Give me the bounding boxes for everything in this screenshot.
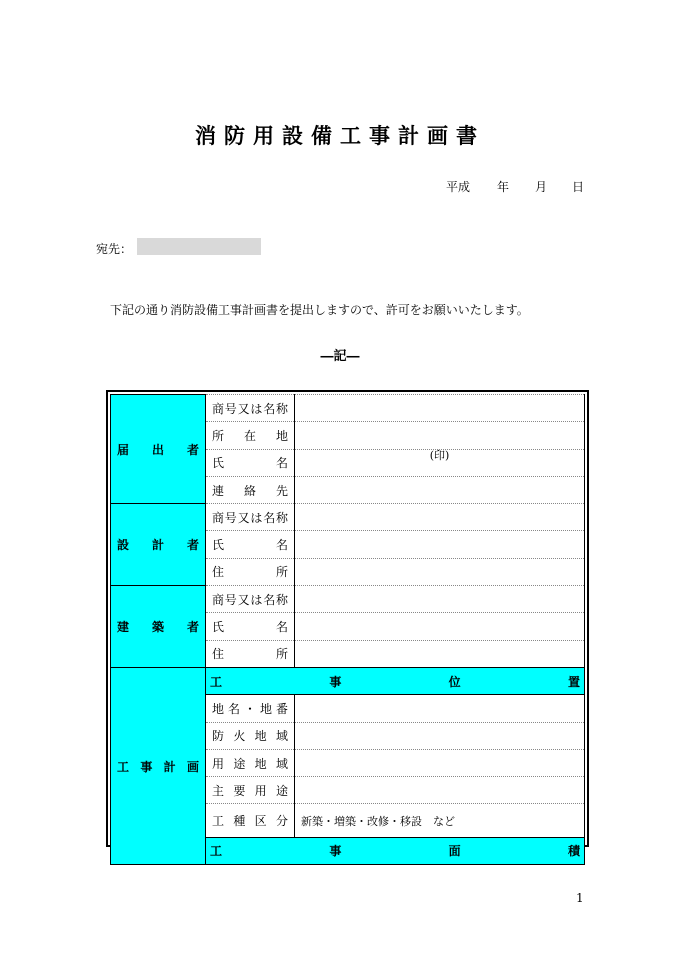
ki-heading: ―記― [320, 349, 360, 364]
seal-mark: (印) [429, 448, 450, 462]
address-field[interactable] [137, 238, 261, 255]
area-header: 工事面積 [206, 837, 585, 864]
page-number: 1 [576, 891, 584, 905]
row-label: 氏名 [206, 449, 295, 476]
section-builder: 建築者 [111, 586, 206, 668]
builder-name-field[interactable] [295, 613, 585, 640]
table-row [111, 395, 585, 422]
section-designer: 設計者 [111, 504, 206, 586]
form-table [110, 394, 585, 865]
application-form [106, 390, 589, 859]
row-label: 工種区分 [206, 804, 295, 837]
row-label: 住所 [206, 640, 295, 667]
section-notifier: 届出者 [111, 395, 206, 504]
table-row [111, 667, 585, 694]
row-label: 住所 [206, 558, 295, 585]
notifier-contact-field[interactable] [295, 476, 585, 503]
designer-company-field[interactable] [295, 504, 585, 531]
row-label: 所在地 [206, 422, 295, 449]
date-era: 平成 [446, 180, 471, 194]
table-row [111, 586, 585, 613]
row-label: 氏名 [206, 613, 295, 640]
row-label: 連絡先 [206, 476, 295, 503]
table-row [111, 504, 585, 531]
designer-name-field[interactable] [295, 531, 585, 558]
date-year-unit: 年 [497, 180, 510, 194]
date-day-unit: 日 [572, 180, 585, 194]
row-label: 商号又は名称 [206, 586, 295, 613]
row-label: 地名・地番 [206, 695, 295, 722]
use-zone-field[interactable] [295, 749, 585, 776]
notifier-name-field[interactable] [295, 395, 585, 422]
work-type-field[interactable]: 新築・増築・改修・移設 など [295, 804, 585, 837]
designer-address-field[interactable] [295, 558, 585, 585]
notifier-address-field[interactable] [295, 422, 585, 449]
fire-zone-field[interactable] [295, 722, 585, 749]
date-month-unit: 月 [535, 180, 548, 194]
row-label: 商号又は名称 [206, 395, 295, 422]
row-label: 用途地域 [206, 749, 295, 776]
builder-address-field[interactable] [295, 640, 585, 667]
builder-company-field[interactable] [295, 586, 585, 613]
main-use-field[interactable] [295, 777, 585, 804]
row-label: 商号又は名称 [206, 504, 295, 531]
notifier-person-field[interactable] [295, 449, 585, 476]
intro-text: 下記の通り消防設備工事計画書を提出しますので、許可をお願いいたします。 [110, 303, 529, 317]
location-header: 工事位置 [206, 667, 585, 694]
lot-number-field[interactable] [295, 695, 585, 722]
address-label: 宛先： [96, 242, 133, 256]
row-label: 防火地域 [206, 722, 295, 749]
document-title: 消防用設備工事計画書 [195, 123, 485, 148]
section-plan: 工事計画 [111, 667, 206, 864]
row-label: 氏名 [206, 531, 295, 558]
row-label: 主要用途 [206, 777, 295, 804]
